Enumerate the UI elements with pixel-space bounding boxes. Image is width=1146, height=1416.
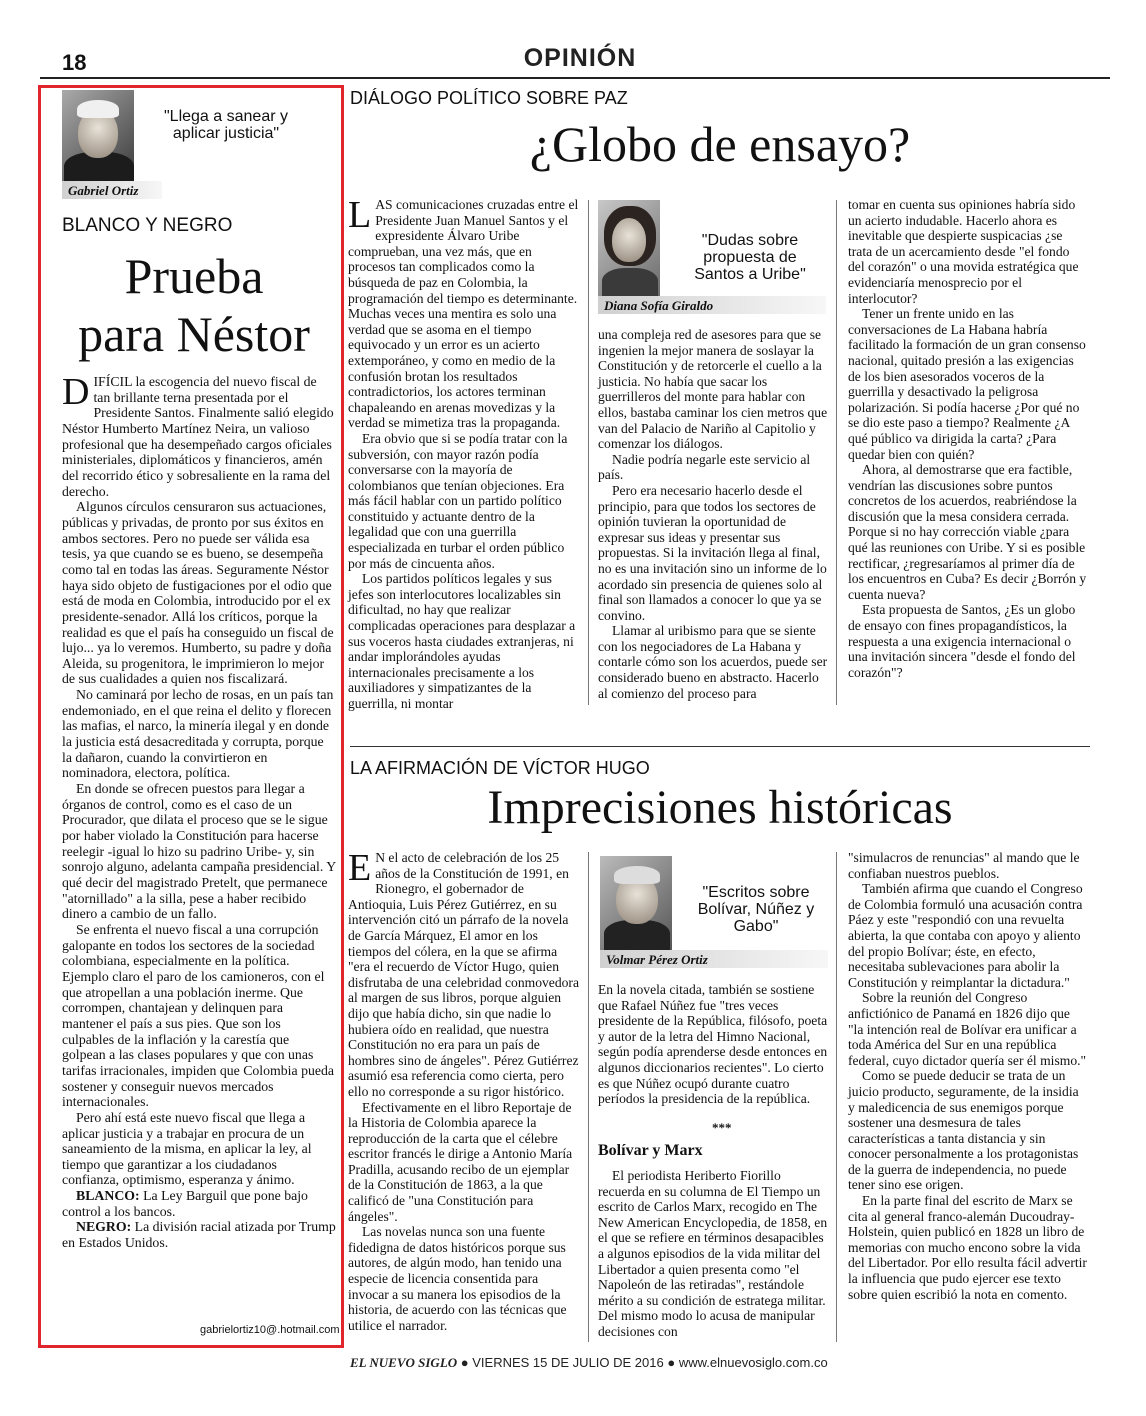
column-divider — [836, 852, 837, 1342]
paragraph: También afirma que cuando el Congreso de Colombia formuló una acusación contra Páez y este "respondió con una revuelta abierta, la que contaba con apoyo y aliento del propio Bolívar; éste, en efecto, necesitaba sublevaciones para abolir la Constitución y reimplantar la dictadura." — [848, 881, 1083, 990]
footer-bullet-icon: ● — [667, 1355, 679, 1370]
blanco-note: BLANCO: La Ley Barguil que pone bajo control a los bancos. — [62, 1188, 308, 1219]
paragraph: Ahora, al demostrarse que era factible, vendrían las discusiones sobre puntos concretos de los acuerdos, reabriéndose la discusión que la mesa considera cerrada. Porque si no hay corrección viable ¿para qué las reuniones con Uribe. Y si es posible rectificar, ¿regresaríamos al primer día de los encuentros en Cuba? Es decir ¿Borrón y cuenta nueva? — [848, 462, 1087, 602]
author-photo-diana-giraldo — [598, 200, 660, 298]
headline-line-1: Prueba — [124, 248, 264, 304]
article3-col-a — [348, 847, 580, 1333]
headline-imprecisiones-historicas: Imprecisiones históricas — [487, 781, 953, 834]
drop-cap: D — [62, 371, 90, 413]
paragraph: Pero ahí está este nuevo fiscal que llega a aplicar justicia y a trabajar en procura de un saneamiento de la misma, en aplicar la ley, al tiempo que garantizar a los ciudadanos confianza, optimismo, esperanza y ánimo. — [62, 1109, 312, 1188]
paragraph: Como se puede deducir se trata de un juicio producto, seguramente, de la insidia y maledicencia de sus enemigos porque sostener una desmesura de tales características a tanta distancia y sin conocer personalmente a los protagonistas de la guerra de independencia, no puede tener sino ese origen. — [848, 1068, 1079, 1193]
pull-quote-volmar: "Escritos sobre Bolívar, Núñez y Gabo" — [697, 884, 815, 935]
kicker-blanco-y-negro: BLANCO Y NEGRO — [62, 215, 233, 236]
article3-col-c — [848, 850, 1088, 1302]
headline-prueba-para-nestor — [52, 247, 336, 363]
paragraph: Esta propuesta de Santos, ¿Es un globo de ensayo con fines propagandísticos, la respuesta a una exigencia internacional o una invitación sincera "desde el fondo del corazón"? — [848, 602, 1076, 680]
paragraph: "simulacros de renuncias" al mando que le confiaban nuestros pueblos. — [848, 850, 1080, 881]
article3-col-b — [598, 982, 830, 1107]
paragraph: Algunos círculos censuraron sus actuaciones, públicas y privadas, de pronto por sus éxitos en ambos sectores. Pero no puede ser válida esa tesis, ya que cuando se es bueno, se desempeña como tal en todas las áreas. Seguramente Néstor haya sido objeto de fustigaciones por el odio que está de moda en Colombia, introducido por el ex presidente-senador. Allá los críticos, porque la realidad es que el país ha conseguido un fiscal de lujo... ya lo veremos. Humberto, su padre y doña Aleida, su progenitora, le imprimieron lo mejor de sus cualidades a quien nos fiscalizará. — [62, 499, 334, 687]
paragraph: En la parte final del escrito de Marx se cita al general franco-alemán Ducoudray-Holstein, quien publicó en 1828 un libro de memorias con mucho encono sobre la vida del Libertador. Por ello resulta fácil advertir la influencia que pudo ejercer ese texto sobre quien escribió la nota en comento. — [848, 1193, 1087, 1302]
author-name-gabriel-ortiz: Gabriel Ortiz — [62, 181, 162, 199]
paragraph: Efectivamente en el libro Reportaje de la Historia de Colombia aparece la reproducción de la carta que el célebre escritor francés le dirige a Antonio María Pradilla, acusando recibo de un ejemplar de la Constitución de 1863, a la que calificó de "una Constitución para ángeles". — [348, 1099, 573, 1224]
paragraph: LAS comunicaciones cruzadas entre el Presidente Juan Manuel Santos y el expresidente Álvaro Uribe comprueban, una vez más, que en procesos tan complicados como la búsqueda de paz en Colombia, la programación del tiempo es determinante. Muchas veces una mentira es solo una verdad que se asoma en el tiempo equivocado y un error es un acierto extemporáneo, y como en medio de la confusión brotan los resultados contradictorios, los actores terminan chapaleando en arenas movedizas y la verdad se mimetiza tras la propaganda. — [348, 194, 579, 431]
article2-col-a — [348, 194, 580, 712]
page-number: 18 — [62, 50, 87, 75]
paragraph: En donde se ofrecen puestos para llegar a órganos de control, como es el caso de un Procurador, que dilata el proceso que se le sigue por haber violado la Constitución para hacerse reelegir -igual lo hizo su padrino Uribe- y, sin sonrojo alguno, adelanta campaña presidencial. Y qué decir del magistrado Pretelt, que permanece "atornillado" a la silla, pese a haber recibido dinero a cambio de un fallo. — [62, 781, 336, 922]
paragraph: No caminará por lecho de rosas, en un país tan endemoniado, en el que reina el delito y florecen las mafias, el narco, la minería ilegal y en donde la justicia está desacreditada y corrupta, porque la dañaron, cuando la convirtieron en nominadora, electora, política. — [62, 687, 334, 781]
paragraph: Sobre la reunión del Congreso anfictiónico de Panamá en 1826 dijo que "la intención real de Bolívar era unificar a toda América del Sur en una república federal, cuyo dictador quería ser él mismo." — [848, 990, 1087, 1068]
paragraph: El periodista Heriberto Fiorillo recuerda en su columna de El Tiempo un escrito de Carlos Marx, recogido en The New American Encyclopedia, de 1858, en el que se refiere en términos desapacibles a algunos episodios de la vida militar del Libertador a quien presenta como "el Napoleón de las retiradas", restándole mérito a su condición de estratega militar. Del mismo modo lo acusa de manipular decisiones con — [598, 1168, 828, 1339]
article2-col-c — [848, 197, 1088, 680]
paragraph: Se enfrenta el nuevo fiscal a una corrupción galopante en todos los sectores de la sociedad colombiana, especialmente en la política. Ejemplo claro el paro de los camioneros, con el que atropellan a una población inerme. Que corrompen, chantajean y delinquen para mantener el país a sus pies. Que son los culpables de la inflación y la carestía que golpean a las clases populares y que con unas tarifas irracionales, impiden que Colombia pueda sostener y conseguir nuevos mercados internacionales. — [62, 921, 335, 1110]
paragraph: Nadie podría negarle este servicio al país. — [598, 451, 811, 483]
column-divider — [836, 200, 837, 705]
author-name-volmar-perez: Volmar Pérez Ortiz — [600, 950, 828, 968]
column1-body — [62, 371, 336, 1251]
paragraph: tomar en cuenta sus opiniones habría sido un acierto indudable. Hacerlo ahora es inevitable que despierte suspicacias ¿se trata de un acercamiento desde "el fondo del corazón" o una movida estratégica que evidenciaría menosprecio por el interlocutor? — [848, 197, 1079, 306]
paragraph: Tener un frente unido en las conversaciones de La Habana habría facilitado la formación de un gran consenso nacional, quitado presión a las exigencias de los bien asesorados voceros de la guerrilla y desactivado la peligrosa polarización. Si podía hacerse ¿Por qué no se dio este paso a tiempo? Realmente ¿A qué público va dirigida la carta? ¿Para quedar bien con quién? — [848, 306, 1086, 462]
author-name-diana-giraldo: Diana Sofía Giraldo — [598, 296, 826, 314]
paragraph: E N el acto de celebración de los 25 años de la Constitución de 1991, en Rionegro, el gobernador de Antioquia, Luis Pérez Gutiérrez, en su intervención citó un párrafo de la novela de García Márquez, El amor en los tiempos del cólera, en la que se afirma "era el recuerdo de Víctor Hugo, quien disfrutaba de una celebridad conmovedora al margen de sus libros, porque alguien dijo que había dicho, sin que nadie lo hubiera oído en realidad, que nuestra Constitución no era para un país de hombres sino de ángeles". Pérez Gutiérrez asumió esa referencia como cierta, pero ello no corresponde a su rigor histórico. — [348, 847, 579, 1099]
paragraph: En la novela citada, también se sostiene que Rafael Núñez fue "tres veces presidente de la República, filósofo, poeta y autor de la letra del Himno Nacional, según podía aprenderse desde entonces en algunos diccionarios recientes". Lo cierto es que Núñez ocupó durante cuatro períodos la presidencia de la república. — [598, 982, 828, 1107]
headline-line-2: para Néstor — [78, 306, 310, 362]
paragraph: Los partidos políticos legales y sus jefes son interlocutores localizables sin dificultad, no hay que realizar complicadas operaciones para desplazar a sus voceros hasta ciudades extranjeras, ni andar implorándoles ayudas internacionales precisamente a los auxiliadores y simpatizantes de la guerrilla, ni montar — [348, 571, 576, 711]
paragraph: Las novelas nunca son una fuente fidedigna de datos históricos porque sus autores, de algún modo, han tenido una especie de licencia consentida para invocar a su manera los episodios de la historia, de acuerdo con las técnicas que utilice el narrador. — [348, 1224, 567, 1333]
section-title: OPINIÓN — [523, 44, 637, 72]
article3-col-b2 — [598, 1168, 830, 1340]
paragraph: una compleja red de asesores para que se ingenien la mejor manera de soslayar la Constitución y de retorcerle el cuello a la justicia. No había que sacar los guerrilleros del monte para hablar con ellos, bastaba caminar los cien metros que van del Palacio de Nariño al Capitolio y comenzar los diálogos. — [598, 327, 828, 452]
column-divider — [588, 852, 589, 1342]
pull-quote-diana: "Dudas sobre propuesta de Santos a Uribe" — [694, 232, 806, 283]
footer-date: VIERNES 15 DE JULIO DE 2016 — [472, 1355, 664, 1370]
paragraph: Llamar al uribismo para que se siente con los negociadores de La Habana y contarle cómo son los acuerdos, puede ser considerado bueno en abstracto. Hacerlo al comienzo del proceso para — [598, 623, 828, 701]
footer-bullet-icon: ● — [460, 1355, 473, 1370]
author-email: gabrielortiz10@.hotmail.com — [200, 1324, 340, 1336]
header-rule — [40, 77, 1110, 79]
section-stars: *** — [712, 1120, 732, 1135]
negro-note: NEGRO: La división racial atizada por Trump en Estados Unidos. — [62, 1219, 336, 1251]
footer-paper-name: EL NUEVO SIGLO — [350, 1355, 458, 1370]
author-photo-gabriel-ortiz — [62, 90, 134, 182]
article-separator — [350, 746, 1090, 747]
drop-cap: L — [348, 194, 372, 236]
drop-cap: E — [348, 847, 372, 889]
footer-website[interactable]: www.elnuevosiglo.com.co — [678, 1355, 828, 1370]
paragraph: Era obvio que si se podía tratar con la subversión, con mayor razón podía conversarse con la mayoría de colombianos que tenían objeciones. Era más fácil hablar con un partido político constituido y actuante dentro de la legalidad que con una guerrilla especializada en turbar el orden público por más de cincuenta años. — [348, 430, 568, 571]
headline-globo-de-ensayo: ¿Globo de ensayo? — [529, 116, 911, 172]
paragraph: DIFÍCIL la escogencia del nuevo fiscal de tan brillante terna presentada por el Presidente Santos. Finalmente salió elegido Néstor Humberto Martínez Neira, un valioso profesional que ha desempeñado cargos oficiales ministeriales, diplomáticos y financieros, amén del recorrido ético y sobresaliente en la rama del derecho. — [62, 371, 334, 499]
kicker-dialogo-politico: DIÁLOGO POLÍTICO SOBRE PAZ — [350, 88, 628, 108]
pull-quote-gabriel: "Llega a sanear y aplicar justicia" — [164, 108, 288, 142]
author-photo-volmar-perez — [600, 856, 672, 952]
column-divider — [588, 200, 589, 705]
article2-col-b — [598, 327, 828, 701]
kicker-victor-hugo: LA AFIRMACIÓN DE VÍCTOR HUGO — [350, 758, 650, 778]
paragraph: Pero era necesario hacerlo desde el principio, para que todos los sectores de opinión tuvieran la oportunidad de expresar sus ideas y presentar sus propuestas. Si la invitación llega al final, no es una invitación sino un informe de lo acordado sin presencia de quienes solo al final son llamados a conocer lo que ya se convino. — [598, 482, 827, 623]
page-footer — [350, 1355, 828, 1371]
subhead-bolivar-y-marx: Bolívar y Marx — [598, 1142, 703, 1159]
